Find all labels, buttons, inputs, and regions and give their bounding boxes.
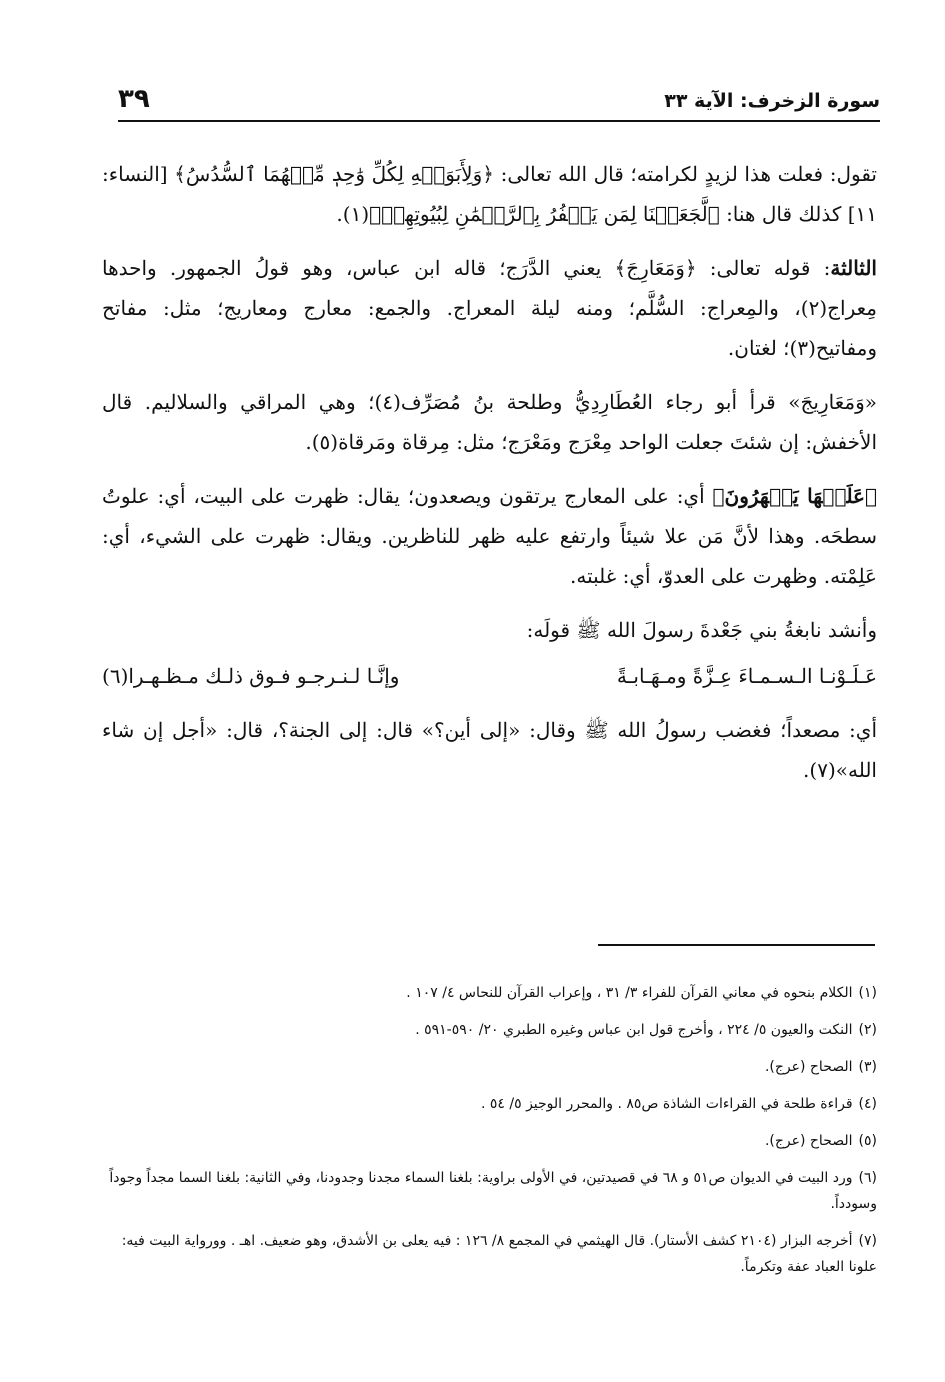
footnote-4 [102,1091,877,1117]
paragraph-4-text: أي: على المعارج يرتقون ويصعدون؛ يقال: ظهرت على البيت، أي: علوتُ سطحَه. وهذا لأنَّ مَن علا شيئاً وارتفع عليه ظهر للناظرين. ويقال: ظهرت على الشيء، أي: عَلِمْته. وظهرت على العدوّ، أي: غلبته. [102,484,877,588]
footnote-1 [102,980,877,1006]
poem-verse [102,656,877,696]
footnote-number: (٢) [858,1022,877,1038]
footnote-7 [102,1228,877,1280]
paragraph-4 [102,476,877,596]
footnote-text: الكلام بنحوه في معاني القرآن للفراء ٣/ ٣١ ، وإعراب القرآن للنحاس ٤/ ١٠٧ . [406,985,853,1001]
footnote-text: أخرجه البزار (٢١٠٤ كشف الأستار). قال الهيثمي في المجمع ٨/ ١٢٦ : فيه يعلى بن الأشدق، وهو ضعيف. اهـ . وورواية البيت فيه: علونا العباد عفة وتكرماً. [121,1233,877,1275]
quran-verse: ﴿عَلَيۡهَا يَظۡهَرُونَ﴾ [712,484,877,508]
main-text [102,154,877,804]
poem-first-hemistich: عَـلَـوْنـا الـسـمـاءَ عِـزَّةً ومـهَـابـةً [616,664,877,688]
surah-reference: سورة الزخرف: الآية ٣٣ [664,90,880,112]
page-header [118,82,880,122]
footnote-number: (٤) [858,1096,877,1112]
page-number: ٣٩ [118,84,150,114]
paragraph-5: وأنشد نابغةُ بني جَعْدةَ رسولَ الله ﷺ قولَه: [526,618,877,642]
footnote-2 [102,1017,877,1043]
footnotes [102,980,877,1291]
footnote-6 [102,1165,877,1217]
header-rule [118,120,880,122]
footnote-5 [102,1128,877,1154]
paragraph-2-text: : قوله تعالى: ﴿وَمَعَارِجَ﴾ يعني الدَّرَج؛ قاله ابن عباس، وهو قولُ الجمهور. واحدها مِعراج(٢)، والمِعراج: السُّلَّم؛ ومنه ليلة المعراج. والجمع: معارج ومعاريج؛ مثل: مفاتح ومفاتيح(٣)؛ لغتان. [102,256,877,360]
footnote-text: النكت والعيون ٥/ ٢٢٤ ، وأخرج قول ابن عباس وغيره الطبري ٢٠/ ٥٩٠-٥٩١ . [415,1022,853,1038]
paragraph-1: تقول: فعلت هذا لزيدٍ لكرامته؛ قال الله تعالى: ﴿وَلِأَبَوَيۡهِ لِكُلِّ وَٰحِدٖ مِّنۡهُمَا ٱلسُّدُسُ﴾ [النساء: ١١] كذلك قال هنا: ﴿لَّجَعَلۡنَا لِمَن يَكۡفُرُ بِٱلرَّحۡمَٰنِ لِبُيُوتِهِمۡ﴾(١). [102,162,877,226]
footnote-text: الصحاح (عرج). [764,1133,853,1149]
paragraph-2-label: الثالثة [830,256,877,280]
footnote-number: (٦) [858,1170,877,1186]
footnote-text: الصحاح (عرج). [764,1059,853,1075]
footnote-text: قراءة طلحة في القراءات الشاذة ص٨٥ . والمحرر الوجيز ٥/ ٥٤ . [480,1096,853,1112]
footnote-number: (٥) [858,1133,877,1149]
footnote-number: (٣) [858,1059,877,1075]
footnote-separator [598,944,875,946]
footnote-number: (١) [858,985,877,1001]
poem-second-hemistich: وإنَّـا لـنـرجـو فـوق ذلـك مـظـهـرا(٦) [102,664,400,688]
footnote-text: ورد البيت في الديوان ص٥١ و ٦٨ في قصيدتين، في الأولى براوية: بلغنا السماء مجدنا وجدودنا، وفي الثانية: بلغنا السما مجداً وجوداً وسودداً. [109,1170,877,1212]
paragraph-3: «وَمَعَارِيجَ» قرأ أبو رجاء العُطَارِدِيُّ وطلحة بنُ مُصَرِّف(٤)؛ وهي المراقي والسلاليم. قال الأخفش: إن شئتَ جعلت الواحد مِعْرَج ومَعْرَج؛ مثل: مِرقاة ومَرقاة(٥). [102,390,877,454]
paragraph-6: أي: مصعداً؛ فغضب رسولُ الله ﷺ وقال: «إلى أين؟» قال: إلى الجنة؟، قال: «أجل إن شاء الله»(٧). [102,718,877,782]
footnote-number: (٧) [858,1233,877,1249]
paragraph-2 [102,248,877,368]
footnote-3 [102,1054,877,1080]
